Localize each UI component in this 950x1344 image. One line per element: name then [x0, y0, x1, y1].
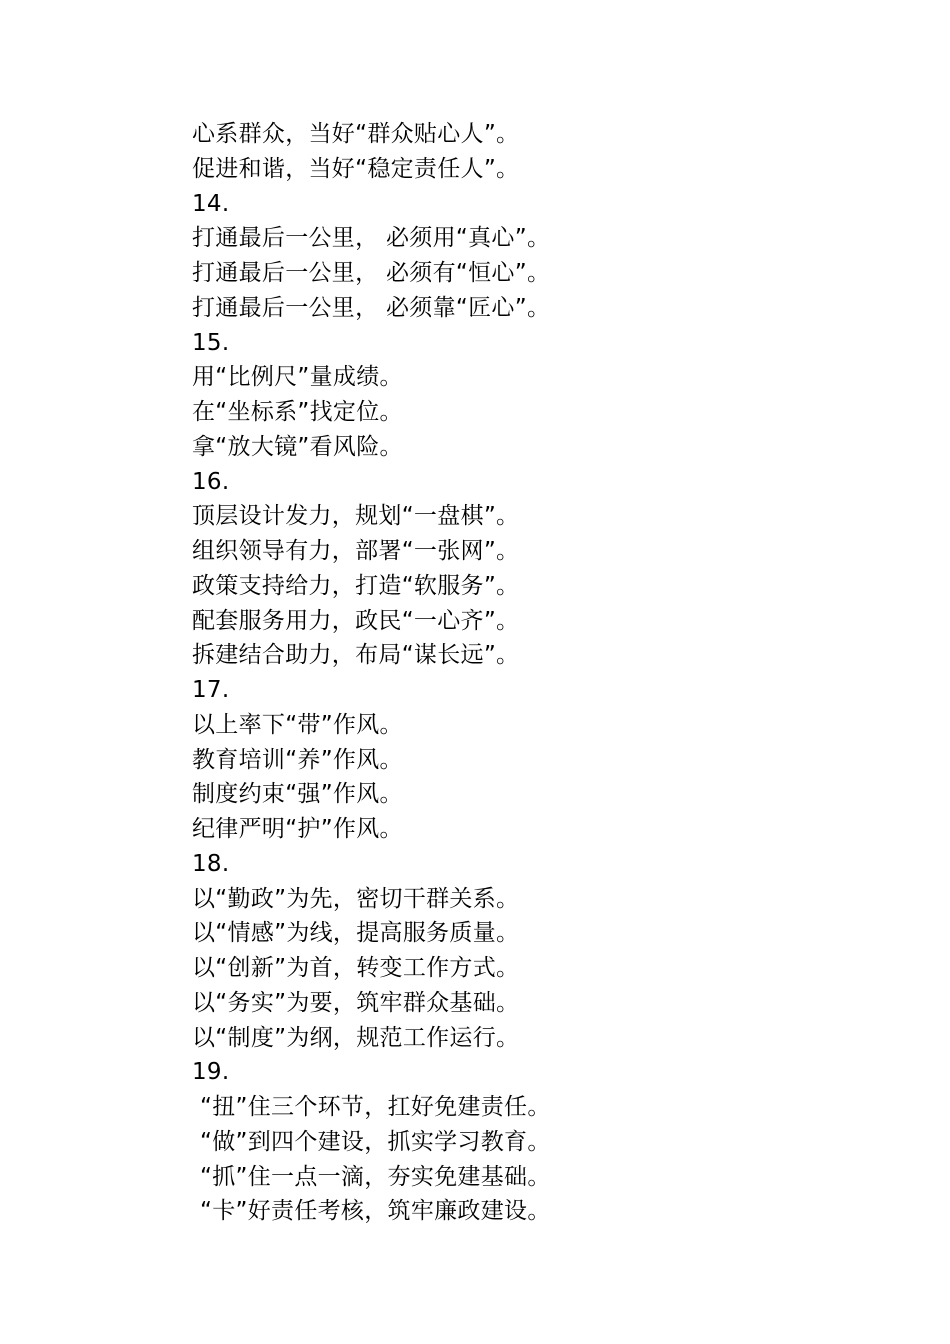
section-number: 17.: [192, 677, 230, 703]
text-line: 打通最后一公里， 必须靠“匠心”。: [192, 294, 551, 321]
text-line: 纪律严明“护”作风。: [192, 816, 403, 842]
text-line: 以“务实”为要，筑牢群众基础。: [192, 989, 520, 1016]
section-number: 19.: [192, 1059, 230, 1086]
text-line: 促进和谐，当好“稳定责任人”。: [192, 155, 520, 182]
text-line: 在“坐标系”找定位。: [192, 399, 403, 425]
text-line: 以“创新”为首，转变工作方式。: [192, 955, 520, 981]
text-line: 教育培训“养”作风。: [192, 746, 403, 773]
section-number: 15.: [192, 329, 230, 356]
text-line: 组织领导有力，部署“一张网”。: [192, 538, 520, 564]
text-line: 以“勤政”为先，密切干群关系。: [192, 885, 520, 912]
text-line: “做”到四个建设，抓实学习教育。: [200, 1128, 551, 1155]
text-line: 政策支持给力，打造“软服务”。: [192, 572, 520, 599]
text-line: 打通最后一公里， 必须有“恒心”。: [192, 260, 551, 286]
text-line: 以上率下“带”作风。: [192, 711, 403, 738]
text-line: 拿“放大镜”看风险。: [192, 433, 403, 460]
section-number: 14.: [192, 190, 230, 217]
text-line: 制度约束“强”作风。: [192, 781, 403, 808]
text-line: 以“情感”为线，提高服务质量。: [192, 920, 520, 947]
text-line: 配套服务用力，政民“一心齐”。: [192, 607, 520, 634]
text-line: 以“制度”为纲，规范工作运行。: [192, 1024, 520, 1051]
text-line: 用“比例尺”量成绩。: [192, 364, 403, 391]
document-body: [192, 117, 892, 1229]
text-line: 顶层设计发力，规划“一盘棋”。: [192, 503, 520, 530]
text-line: 拆建结合助力，布局“谋长远”。: [192, 642, 520, 669]
section-number: 18.: [192, 850, 230, 877]
text-line: 心系群众，当好“群众贴心人”。: [192, 121, 520, 147]
section-number: 16.: [192, 468, 230, 495]
text-line: 打通最后一公里， 必须用“真心”。: [192, 225, 551, 252]
text-line: “卡”好责任考核，筑牢廉政建设。: [200, 1198, 551, 1225]
text-line: “抓”住一点一滴，夯实免建基础。: [200, 1163, 551, 1190]
text-line: “扭”住三个环节，扛好免建责任。: [200, 1094, 551, 1120]
